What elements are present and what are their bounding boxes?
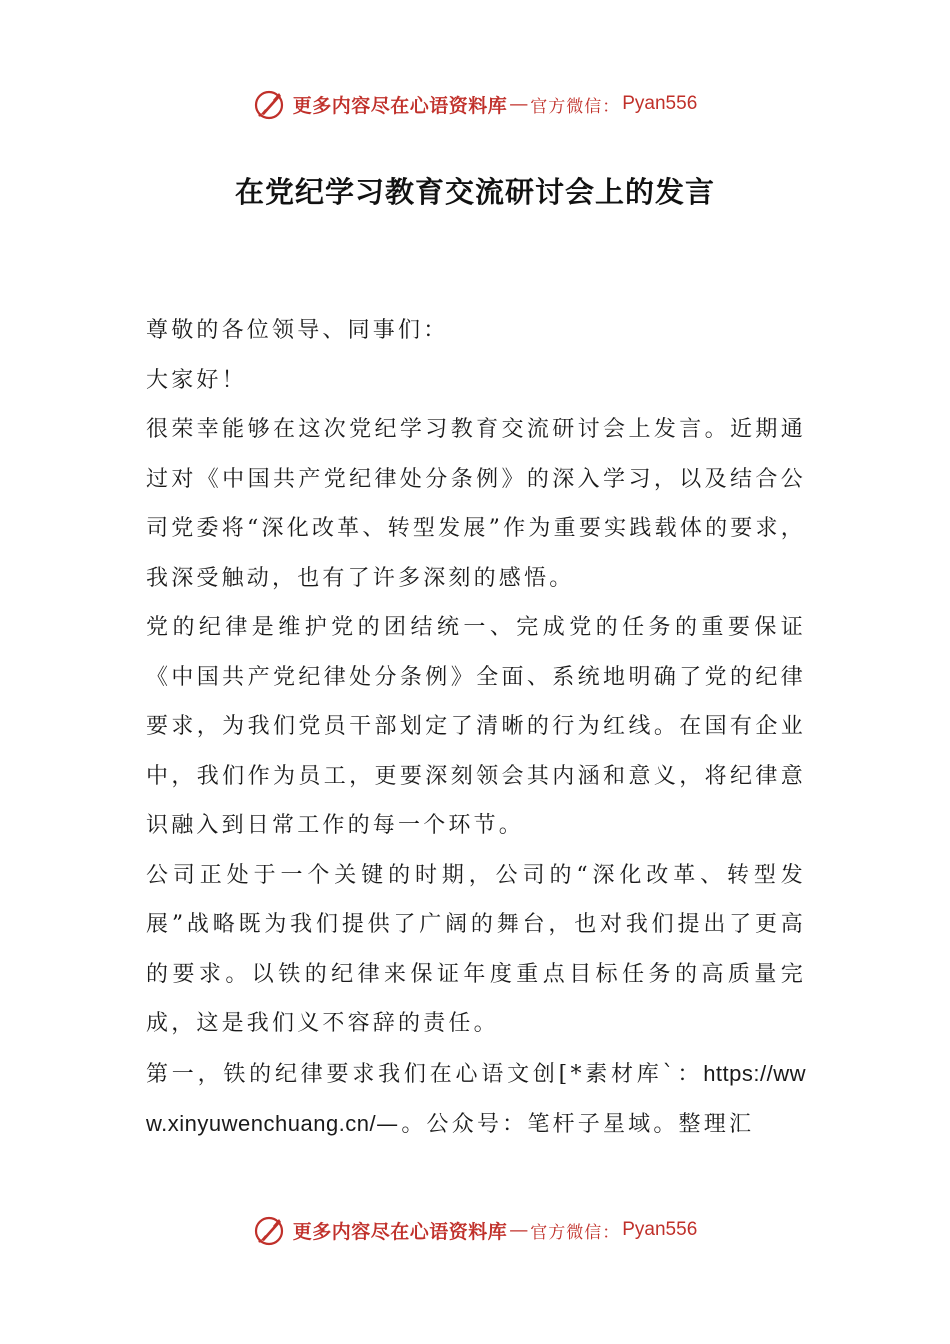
- banner-dash: —: [509, 93, 529, 115]
- banner-slogan: 更多内容尽在心语资料库: [292, 1220, 508, 1243]
- document-title: 在党纪学习教育交流研讨会上的发言: [234, 175, 715, 209]
- banner-wechat-label: 官方微信：: [530, 1222, 621, 1243]
- paragraph: 党的纪律是维护党的团结统一、完成党的任务的重要保证《中国共产党纪律处分条例》全面、系统地明确了党的纪律要求，为我们党员干部划定了清晰的行为红线。在国有企业中，我们作为员工，更要深刻领会其内涵和意义，将纪律意识融入到日常工作的每一个环节。: [146, 615, 806, 838]
- paragraph-last-text: 第一，铁的纪律要求我们在心语文创[*素材库`：: [146, 1061, 704, 1087]
- paragraph: 很荣幸能够在这次党纪学习教育交流研讨会上发言。近期通过对《中国共产党纪律处分条例》的深入学习，以及结合公司党委将“深化改革、转型发展”作为重要实践载体的要求，我深受触动，也有了许多深刻的感悟。: [146, 417, 806, 591]
- quill-circle-icon: [253, 87, 287, 121]
- greeting: 大家好！: [146, 367, 247, 393]
- quill-circle-icon: [253, 1213, 287, 1247]
- footer-banner: [0, 1210, 950, 1250]
- source-url: https://www.xinyuwenchuang.cn/: [146, 1060, 806, 1136]
- paragraph-last-tail: —。公众号：笔杆子星域。整理汇: [376, 1112, 755, 1137]
- banner-dash: —: [509, 1219, 529, 1241]
- banner-account: Pyan556: [622, 1219, 698, 1240]
- document-body: [146, 306, 806, 1150]
- salutation: 尊敬的各位领导、同事们：: [146, 318, 449, 343]
- banner-wechat-label: 官方微信：: [530, 96, 621, 117]
- banner-account: Pyan556: [622, 93, 698, 114]
- banner-slogan: 更多内容尽在心语资料库: [292, 94, 508, 117]
- header-banner: [0, 84, 950, 124]
- paragraph-last: [146, 1049, 806, 1150]
- paragraph: 公司正处于一个关键的时期，公司的“深化改革、转型发展”战略既为我们提供了广阔的舞台，也对我们提出了更高的要求。以铁的纪律来保证年度重点目标任务的高质量完成，这是我们义不容辞的责任。: [146, 862, 806, 1036]
